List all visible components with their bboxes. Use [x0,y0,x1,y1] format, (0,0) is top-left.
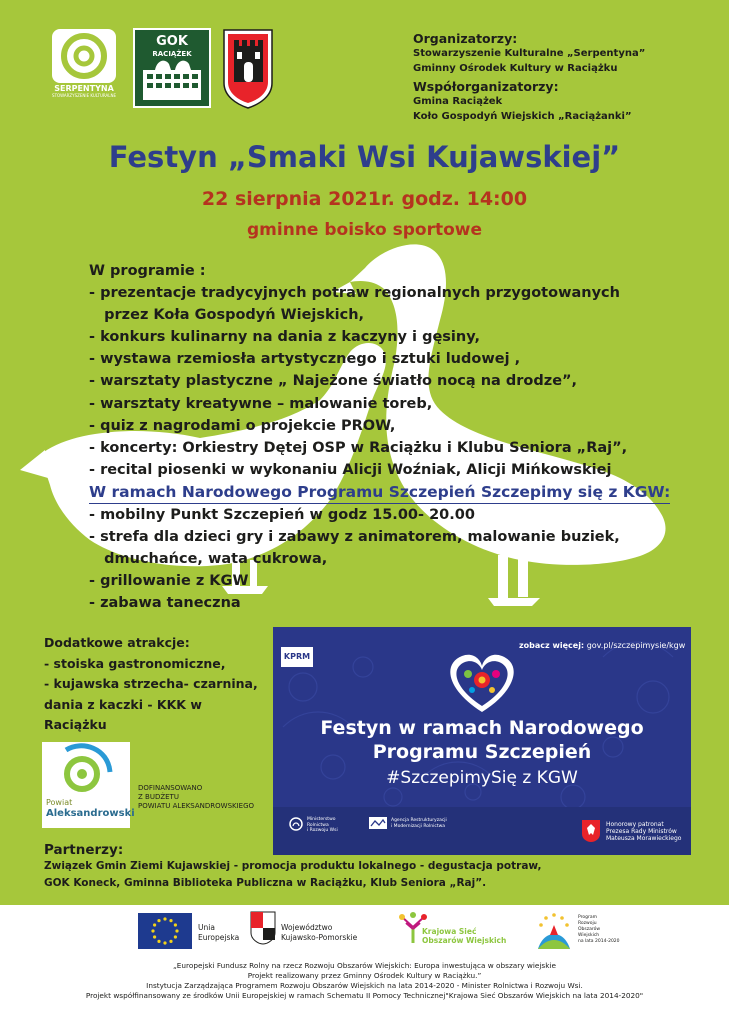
co-organizer-item: Gmina Raciążek [413,96,503,107]
organizer-item: Gminny Ośrodek Kultury w Raciążku [413,63,618,74]
program-item: - konkurs kulinarny na dania z kaczyny i gęsiny, [89,329,481,346]
prow-label-line: Rozwoju [578,921,597,926]
powiat-name: Powiat [46,798,73,807]
arimr-logo-text: Agencja Restrukturyzacji i Modernizacji Rolnictwa [391,818,447,829]
cofinancing-line: POWIATU ALEKSANDROWSKIEGO [138,802,255,810]
event-title: Festyn „Smaki Wsi Kujawskiej” [108,140,621,174]
banner-title-line1: Festyn w ramach Narodowego [320,717,644,739]
vaccination-banner [273,627,691,855]
region-label-line: Kujawsko-Pomorskie [281,933,358,942]
extra-heading: Dodatkowe atrakcje: [44,635,190,650]
event-venue: gminne boisko sportowe [247,220,482,240]
powiat-name-bold: Aleksandrowski [46,808,135,819]
prow-label-line: Program [578,915,597,920]
cofinancing-note [138,784,254,811]
program-item: - quiz z nagrodami o projekcie PROW, [89,417,396,434]
eu-label-line: Unia [198,923,215,932]
extra-item: - stoiska gastronomiczne, [44,655,226,671]
organizer-item: Stowarzyszenie Kulturalne „Serpentyna” [413,48,646,59]
co-organizer-item: Koło Gospodyń Wiejskich „Raciążanki” [413,111,632,122]
footer-line: Instytucja Zarządzająca Programem Rozwoju Obszarów Wiejskich na lata 2014-2020 - Minister Rolnictwa i Rozwoju Wsi. [146,981,583,990]
program-item: - warsztaty plastyczne „ Najeżone światło nocą na drodze”, [89,373,578,390]
prow-label-line: Wiejskich [578,933,600,938]
patronage-line: Honorowy patronat [606,821,664,828]
banner-title-line2: Programu Szczepień [372,741,592,763]
program-item: - warsztaty kreatywne – malowanie toreb, [89,395,433,412]
cofinancing-line: Z BUDŻETU [138,793,179,801]
see-more-label: zobacz więcej: [519,641,585,650]
program-heading: W programie : [89,263,206,279]
footer [0,905,729,1024]
gok-place: RACIĄŻEK [152,50,192,58]
extra-item: - kujawska strzecha- czarnina, [44,676,258,691]
serpentyna-name: SERPENTYNA [54,84,114,93]
partners-section [44,842,541,892]
vaccination-item: - grillowanie z KGW [89,573,249,590]
event-date: 22 sierpnia 2021r. godz. 14:00 [201,188,528,210]
co-organizers-heading: Współorganizatorzy: [413,79,559,94]
ksow-label [422,927,506,945]
serpentyna-subtitle: STOWARZYSZENIE KULTURALNE [52,93,116,98]
vaccination-item: - mobilny Punkt Szczepień w godz 15.00- 20.00 [89,507,475,524]
honorary-patronage [606,821,681,842]
program-item: - prezentacje tradycyjnych potraw regionalnych przygotowanych [89,285,620,302]
region-label-line: Województwo [281,923,333,932]
kprm-logo: KPRM [281,647,313,667]
footer-line: Projekt realizowany przez Gminny Ośrodek Kultury w Raciążku.” [247,971,482,980]
powiat-emblem-icon [42,742,130,802]
extra-attractions [44,633,264,736]
partners-heading: Partnerzy: [44,842,124,858]
prow-label-line: na lata 2014-2020 [578,939,620,944]
vaccination-item: dmuchańce, wata cukrowa, [89,551,328,568]
eu-label [198,923,239,943]
program-section [89,260,709,615]
banner-hashtag: #SzczepimySię z KGW [386,768,578,788]
cofinancing-line: DOFINANSOWANO [138,784,203,792]
partners-line: GOK Koneck, Gminna Biblioteka Publiczna w Raciążku, Klub Seniora „Raj”. [44,877,487,889]
extra-item: dania z kaczki - KKK w Raciążku [44,696,202,732]
program-item: przez Koła Gospodyń Wiejskich, [89,307,365,324]
prow-label [578,915,620,945]
partners-line: Związek Gmin Ziemi Kujawskiej - promocja produktu lokalnego - degustacja potraw, [44,860,542,872]
vaccination-heading: W ramach Narodowego Programu Szczepień Szczepimy się z KGW: [89,481,670,504]
gok-name: GOK [156,34,188,49]
ksow-label-line: Krajowa Sieć [422,927,477,936]
region-crest-icon [250,911,276,945]
prow-logo-icon [534,909,574,955]
program-item: - recital piosenki w wykonaniu Alicji Woźniak, Alicji Mińkowskiej [89,461,612,478]
polish-eagle-icon [581,819,601,843]
region-label [281,923,357,943]
program-item: - koncerty: Orkiestry Dętej OSP w Raciążku i Klubu Seniora „Raj”, [89,439,628,456]
organizers-heading: Organizatorzy: [413,31,518,46]
arimr-icon [369,817,387,829]
footer-line: „Europejski Fundusz Rolny na rzecz Rozwoju Obszarów Wiejskich: Europa inwestująca w obszary wiejskie [173,961,556,970]
eu-label-line: Europejska [198,933,240,942]
ministry-icon [289,817,303,831]
see-more-link[interactable] [519,641,685,650]
coat-of-arms-icon [222,28,274,110]
serpentyna-spiral-icon [48,26,120,86]
vaccination-item: - zabawa taneczna [89,595,241,612]
ksow-label-line: Obszarów Wiejskich [422,936,507,945]
patronage-line: Prezesa Rady Ministrów [606,828,677,835]
ministry-logo-text: Ministerstwo Rolnictwa i Rozwoju Wsi [307,817,338,833]
prow-label-line: Obszarów [578,927,601,932]
patronage-line: Mateusza Morawieckiego [606,835,682,842]
footer-line: Projekt współfinansowany ze środków Unii Europejskiej w ramach Schematu II Pomocy Technicznej"Krajowa Sieć Obszarów Wiejskich na lata 2014-2020" [85,991,644,1000]
see-more-url[interactable]: gov.pl/szczepimysie/kgw [586,641,686,650]
program-item: - wystawa rzemiosła artystycznego i sztuki ludowej , [89,351,521,368]
eu-flag-icon [138,913,192,949]
vaccination-item: - strefa dla dzieci gry i zabawy z animatorem, malowanie buziek, [89,529,620,546]
